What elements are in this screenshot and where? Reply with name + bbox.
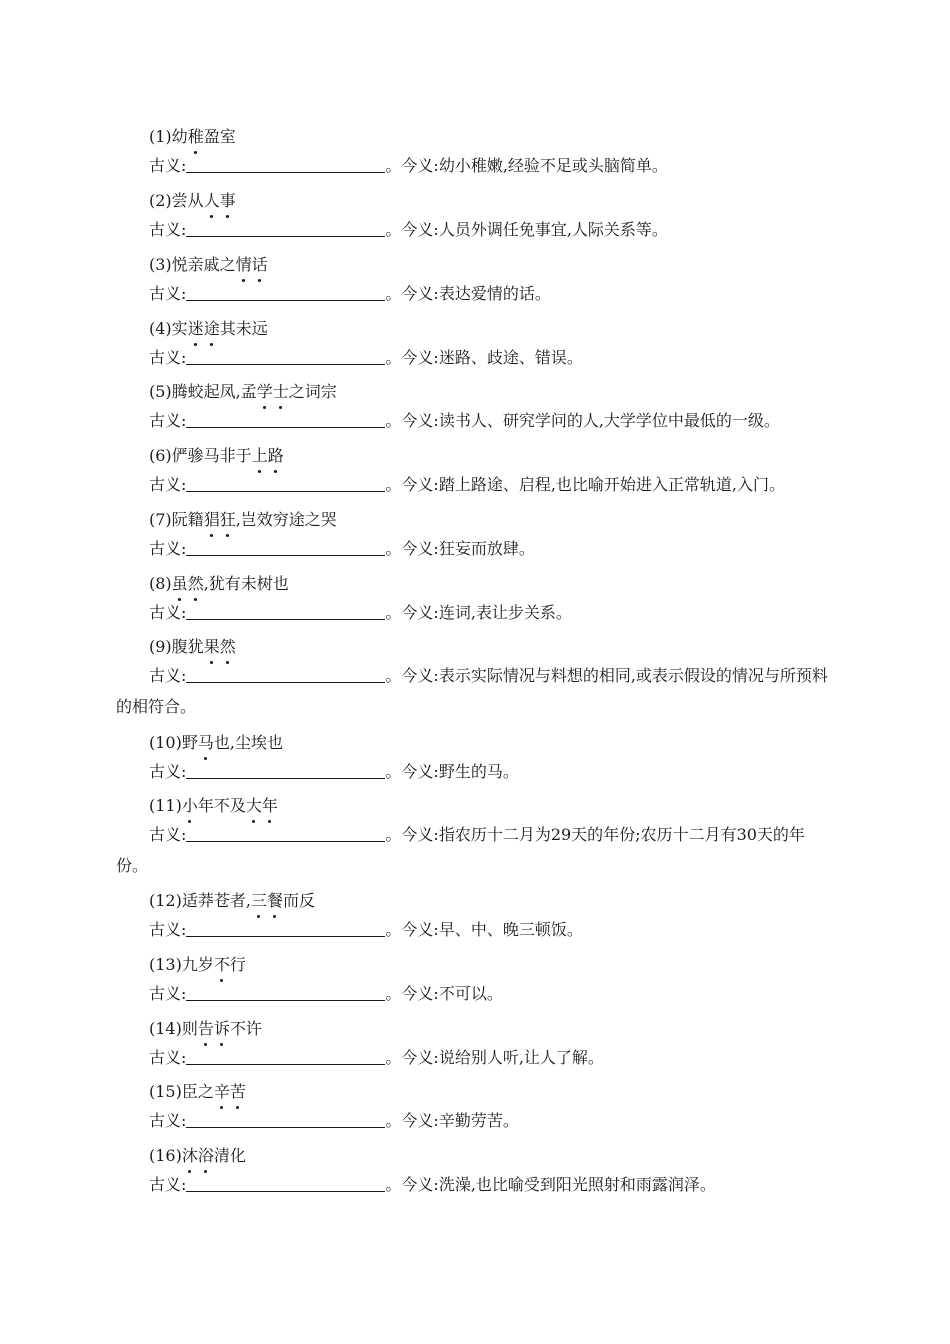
emphasized-char: 诉 <box>213 1019 230 1038</box>
sentence-segment: 幼 <box>171 127 188 146</box>
modern-meaning-label: 。今义: <box>385 1111 439 1130</box>
modern-meaning-text: 迷路、歧途、错误。 <box>438 348 583 367</box>
sentence-segment: ,岂效穷途之哭 <box>235 510 337 529</box>
question-item <box>116 318 836 373</box>
modern-meaning-text: 说给别人听,让人了解。 <box>438 1048 604 1067</box>
emphasized-char: 餐 <box>266 891 283 910</box>
modern-meaning-text: 幼小稚嫩,经验不足或头脑简单。 <box>438 156 668 175</box>
ancient-meaning-label: 古义: <box>149 1175 187 1194</box>
question-text <box>116 509 836 531</box>
question-number: (12) <box>149 891 182 910</box>
question-item <box>116 890 836 945</box>
sentence-segment: 尝从 <box>171 191 204 210</box>
sentence-segment: 清化 <box>213 1146 246 1165</box>
emphasized-char: 年 <box>261 796 278 815</box>
question-text <box>116 1018 836 1040</box>
ancient-meaning-label: 古义: <box>149 348 187 367</box>
emphasized-char: 学 <box>256 382 273 401</box>
question-text <box>116 1081 836 1103</box>
question-text <box>116 318 836 340</box>
question-text <box>116 890 836 912</box>
answer-blank[interactable] <box>186 411 385 428</box>
modern-meaning-label: 。今义: <box>385 762 439 781</box>
question-item <box>116 126 836 181</box>
sentence-segment: 年不及 <box>197 796 246 815</box>
emphasized-char: 然 <box>187 574 204 593</box>
question-item <box>116 254 836 309</box>
modern-meaning-label: 。今义: <box>385 411 439 430</box>
modern-meaning-label: 。今义: <box>385 220 439 239</box>
answer-blank[interactable] <box>186 762 385 779</box>
modern-meaning-text: 连词,表让步关系。 <box>438 603 572 622</box>
question-item <box>116 445 836 500</box>
modern-meaning-label: 。今义: <box>385 284 439 303</box>
emphasized-char: 马 <box>197 733 214 752</box>
question-item <box>116 190 836 245</box>
emphasized-char: 沐 <box>181 1146 198 1165</box>
emphasized-char: 士 <box>272 382 289 401</box>
sentence-segment: 腹犹 <box>171 637 204 656</box>
answer-line <box>116 1169 836 1200</box>
sentence-segment: 野 <box>181 733 198 752</box>
emphasized-char: 辛 <box>213 1082 230 1101</box>
answer-line <box>116 914 836 945</box>
sentence-segment: 之词宗 <box>288 382 337 401</box>
question-number: (3) <box>149 255 172 274</box>
answer-blank[interactable] <box>186 156 385 173</box>
emphasized-char: 不 <box>213 955 230 974</box>
answer-blank[interactable] <box>186 1111 385 1128</box>
emphasized-char: 上 <box>251 446 268 465</box>
emphasized-char: 浴 <box>197 1146 214 1165</box>
emphasized-char: 稚 <box>187 127 204 146</box>
answer-line <box>116 756 836 787</box>
emphasized-char: 途 <box>203 319 220 338</box>
answer-blank[interactable] <box>186 475 385 492</box>
emphasized-char: 狂 <box>219 510 236 529</box>
answer-line <box>116 342 836 373</box>
sentence-segment: 阮籍 <box>171 510 204 529</box>
ancient-meaning-label: 古义: <box>149 1111 187 1130</box>
modern-meaning-label: 。今义: <box>385 475 439 494</box>
question-item <box>116 1145 836 1200</box>
answer-blank[interactable] <box>186 603 385 620</box>
question-text <box>116 254 836 276</box>
modern-meaning-text: 野生的马。 <box>438 762 519 781</box>
emphasized-char: 迷 <box>187 319 204 338</box>
sentence-segment: 行 <box>229 955 246 974</box>
modern-meaning-text: 表达爱情的话。 <box>438 284 551 303</box>
answer-blank[interactable] <box>186 1175 385 1192</box>
answer-line <box>116 978 836 1009</box>
question-text <box>116 636 836 658</box>
question-number: (9) <box>149 637 172 656</box>
question-number: (11) <box>149 796 182 815</box>
question-text <box>116 573 836 595</box>
modern-meaning-label: 。今义: <box>385 825 439 844</box>
emphasized-char: 告 <box>197 1019 214 1038</box>
ancient-meaning-label: 古义: <box>149 1048 187 1067</box>
answer-line <box>116 278 836 309</box>
ancient-meaning-label: 古义: <box>149 920 187 939</box>
question-item <box>116 954 836 1009</box>
sentence-segment: 九岁 <box>181 955 214 974</box>
sentence-segment: 也,尘埃也 <box>213 733 283 752</box>
ancient-meaning-label: 古义: <box>149 984 187 1003</box>
modern-meaning-text: 早、中、晚三顿饭。 <box>438 920 583 939</box>
question-text <box>116 381 836 403</box>
emphasized-char: 情 <box>235 255 252 274</box>
answer-line <box>116 214 836 245</box>
question-item <box>116 381 836 436</box>
question-item <box>116 732 836 787</box>
emphasized-char: 事 <box>219 191 236 210</box>
sentence-segment: 而反 <box>282 891 315 910</box>
question-number: (1) <box>149 127 172 146</box>
answer-blank[interactable] <box>186 1048 385 1065</box>
answer-line <box>116 1105 836 1136</box>
sentence-segment: 则 <box>181 1019 198 1038</box>
ancient-meaning-label: 古义: <box>149 156 187 175</box>
question-text <box>116 1145 836 1167</box>
emphasized-char: 然 <box>219 637 236 656</box>
question-item <box>116 1081 836 1136</box>
emphasized-char: 三 <box>250 891 267 910</box>
answer-blank[interactable] <box>186 220 385 237</box>
answer-blank[interactable] <box>186 920 385 937</box>
modern-meaning-label: 。今义: <box>385 603 439 622</box>
answer-line <box>116 405 836 436</box>
emphasized-char: 话 <box>251 255 268 274</box>
ancient-meaning-label: 古义: <box>149 284 187 303</box>
question-number: (13) <box>149 955 182 974</box>
sentence-segment: 实 <box>171 319 188 338</box>
sentence-segment: 臣之 <box>181 1082 214 1101</box>
question-text <box>116 190 836 212</box>
modern-meaning-label: 。今义: <box>385 1175 439 1194</box>
ancient-meaning-label: 古义: <box>149 603 187 622</box>
ancient-meaning-label: 古义: <box>149 220 187 239</box>
answer-line <box>116 1042 836 1073</box>
question-text <box>116 795 836 817</box>
modern-meaning-label: 。今义: <box>385 348 439 367</box>
emphasized-char: 果 <box>203 637 220 656</box>
sentence-segment: 腾蛟起凤,孟 <box>171 382 257 401</box>
emphasized-char: 大 <box>245 796 262 815</box>
sentence-segment: 不许 <box>229 1019 262 1038</box>
ancient-meaning-label: 古义: <box>149 762 187 781</box>
modern-meaning-label: 。今义: <box>385 539 439 558</box>
ancient-meaning-label: 古义: <box>149 539 187 558</box>
question-item <box>116 573 836 628</box>
emphasized-char: 路 <box>267 446 284 465</box>
question-text <box>116 126 836 148</box>
answer-blank[interactable] <box>186 984 385 1001</box>
question-number: (8) <box>149 574 172 593</box>
modern-meaning-text: 表示实际情况与料想的相同,或表示假设的情况与所预料的相符合。 <box>116 666 828 716</box>
question-item <box>116 636 836 722</box>
answer-line <box>116 533 836 564</box>
modern-meaning-text: 洗澡,也比喻受到阳光照射和雨露润泽。 <box>438 1175 716 1194</box>
sentence-segment: 其未远 <box>219 319 268 338</box>
answer-blank[interactable] <box>186 348 385 365</box>
question-number: (7) <box>149 510 172 529</box>
modern-meaning-label: 。今义: <box>385 1048 439 1067</box>
modern-meaning-text: 人员外调任免事宜,人际关系等。 <box>438 220 668 239</box>
emphasized-char: 人 <box>203 191 220 210</box>
question-number: (2) <box>149 191 172 210</box>
question-text <box>116 445 836 467</box>
question-number: (5) <box>149 382 172 401</box>
ancient-meaning-label: 古义: <box>149 825 187 844</box>
answer-line <box>116 819 836 881</box>
modern-meaning-label: 。今义: <box>385 984 439 1003</box>
question-number: (15) <box>149 1082 182 1101</box>
answer-blank[interactable] <box>186 284 385 301</box>
sentence-segment: ,犹有未树也 <box>203 574 289 593</box>
question-number: (16) <box>149 1146 182 1165</box>
question-number: (10) <box>149 733 182 752</box>
modern-meaning-text: 狂妄而放肆。 <box>438 539 535 558</box>
question-number: (6) <box>149 446 172 465</box>
question-item <box>116 509 836 564</box>
question-text <box>116 954 836 976</box>
modern-meaning-label: 。今义: <box>385 666 439 685</box>
answer-line <box>116 597 836 628</box>
modern-meaning-text: 不可以。 <box>438 984 503 1003</box>
sentence-segment: 适莽苍者, <box>181 891 251 910</box>
sentence-segment: 盈室 <box>203 127 236 146</box>
question-item <box>116 795 836 881</box>
sentence-segment: 俨骖马非于 <box>171 446 252 465</box>
question-number: (14) <box>149 1019 182 1038</box>
modern-meaning-label: 。今义: <box>385 920 439 939</box>
ancient-meaning-label: 古义: <box>149 666 187 685</box>
answer-line <box>116 150 836 181</box>
question-text <box>116 732 836 754</box>
question-number: (4) <box>149 319 172 338</box>
sentence-segment: 悦亲戚之 <box>171 255 236 274</box>
modern-meaning-text: 辛勤劳苦。 <box>438 1111 519 1130</box>
question-item <box>116 1018 836 1073</box>
answer-blank[interactable] <box>186 825 385 842</box>
ancient-meaning-label: 古义: <box>149 411 187 430</box>
answer-blank[interactable] <box>186 666 385 683</box>
emphasized-char: 猖 <box>203 510 220 529</box>
modern-meaning-text: 读书人、研究学问的人,大学学位中最低的一级。 <box>438 411 780 430</box>
ancient-meaning-label: 古义: <box>149 475 187 494</box>
modern-meaning-text: 指农历十二月为29天的年份;农历十二月有30天的年份。 <box>116 825 805 875</box>
emphasized-char: 苦 <box>229 1082 246 1101</box>
answer-line <box>116 660 836 722</box>
emphasized-char: 小 <box>181 796 198 815</box>
answer-blank[interactable] <box>186 539 385 556</box>
answer-line <box>116 469 836 500</box>
modern-meaning-text: 踏上路途、启程,也比喻开始进入正常轨道,入门。 <box>438 475 785 494</box>
modern-meaning-label: 。今义: <box>385 156 439 175</box>
emphasized-char: 虽 <box>171 574 188 593</box>
